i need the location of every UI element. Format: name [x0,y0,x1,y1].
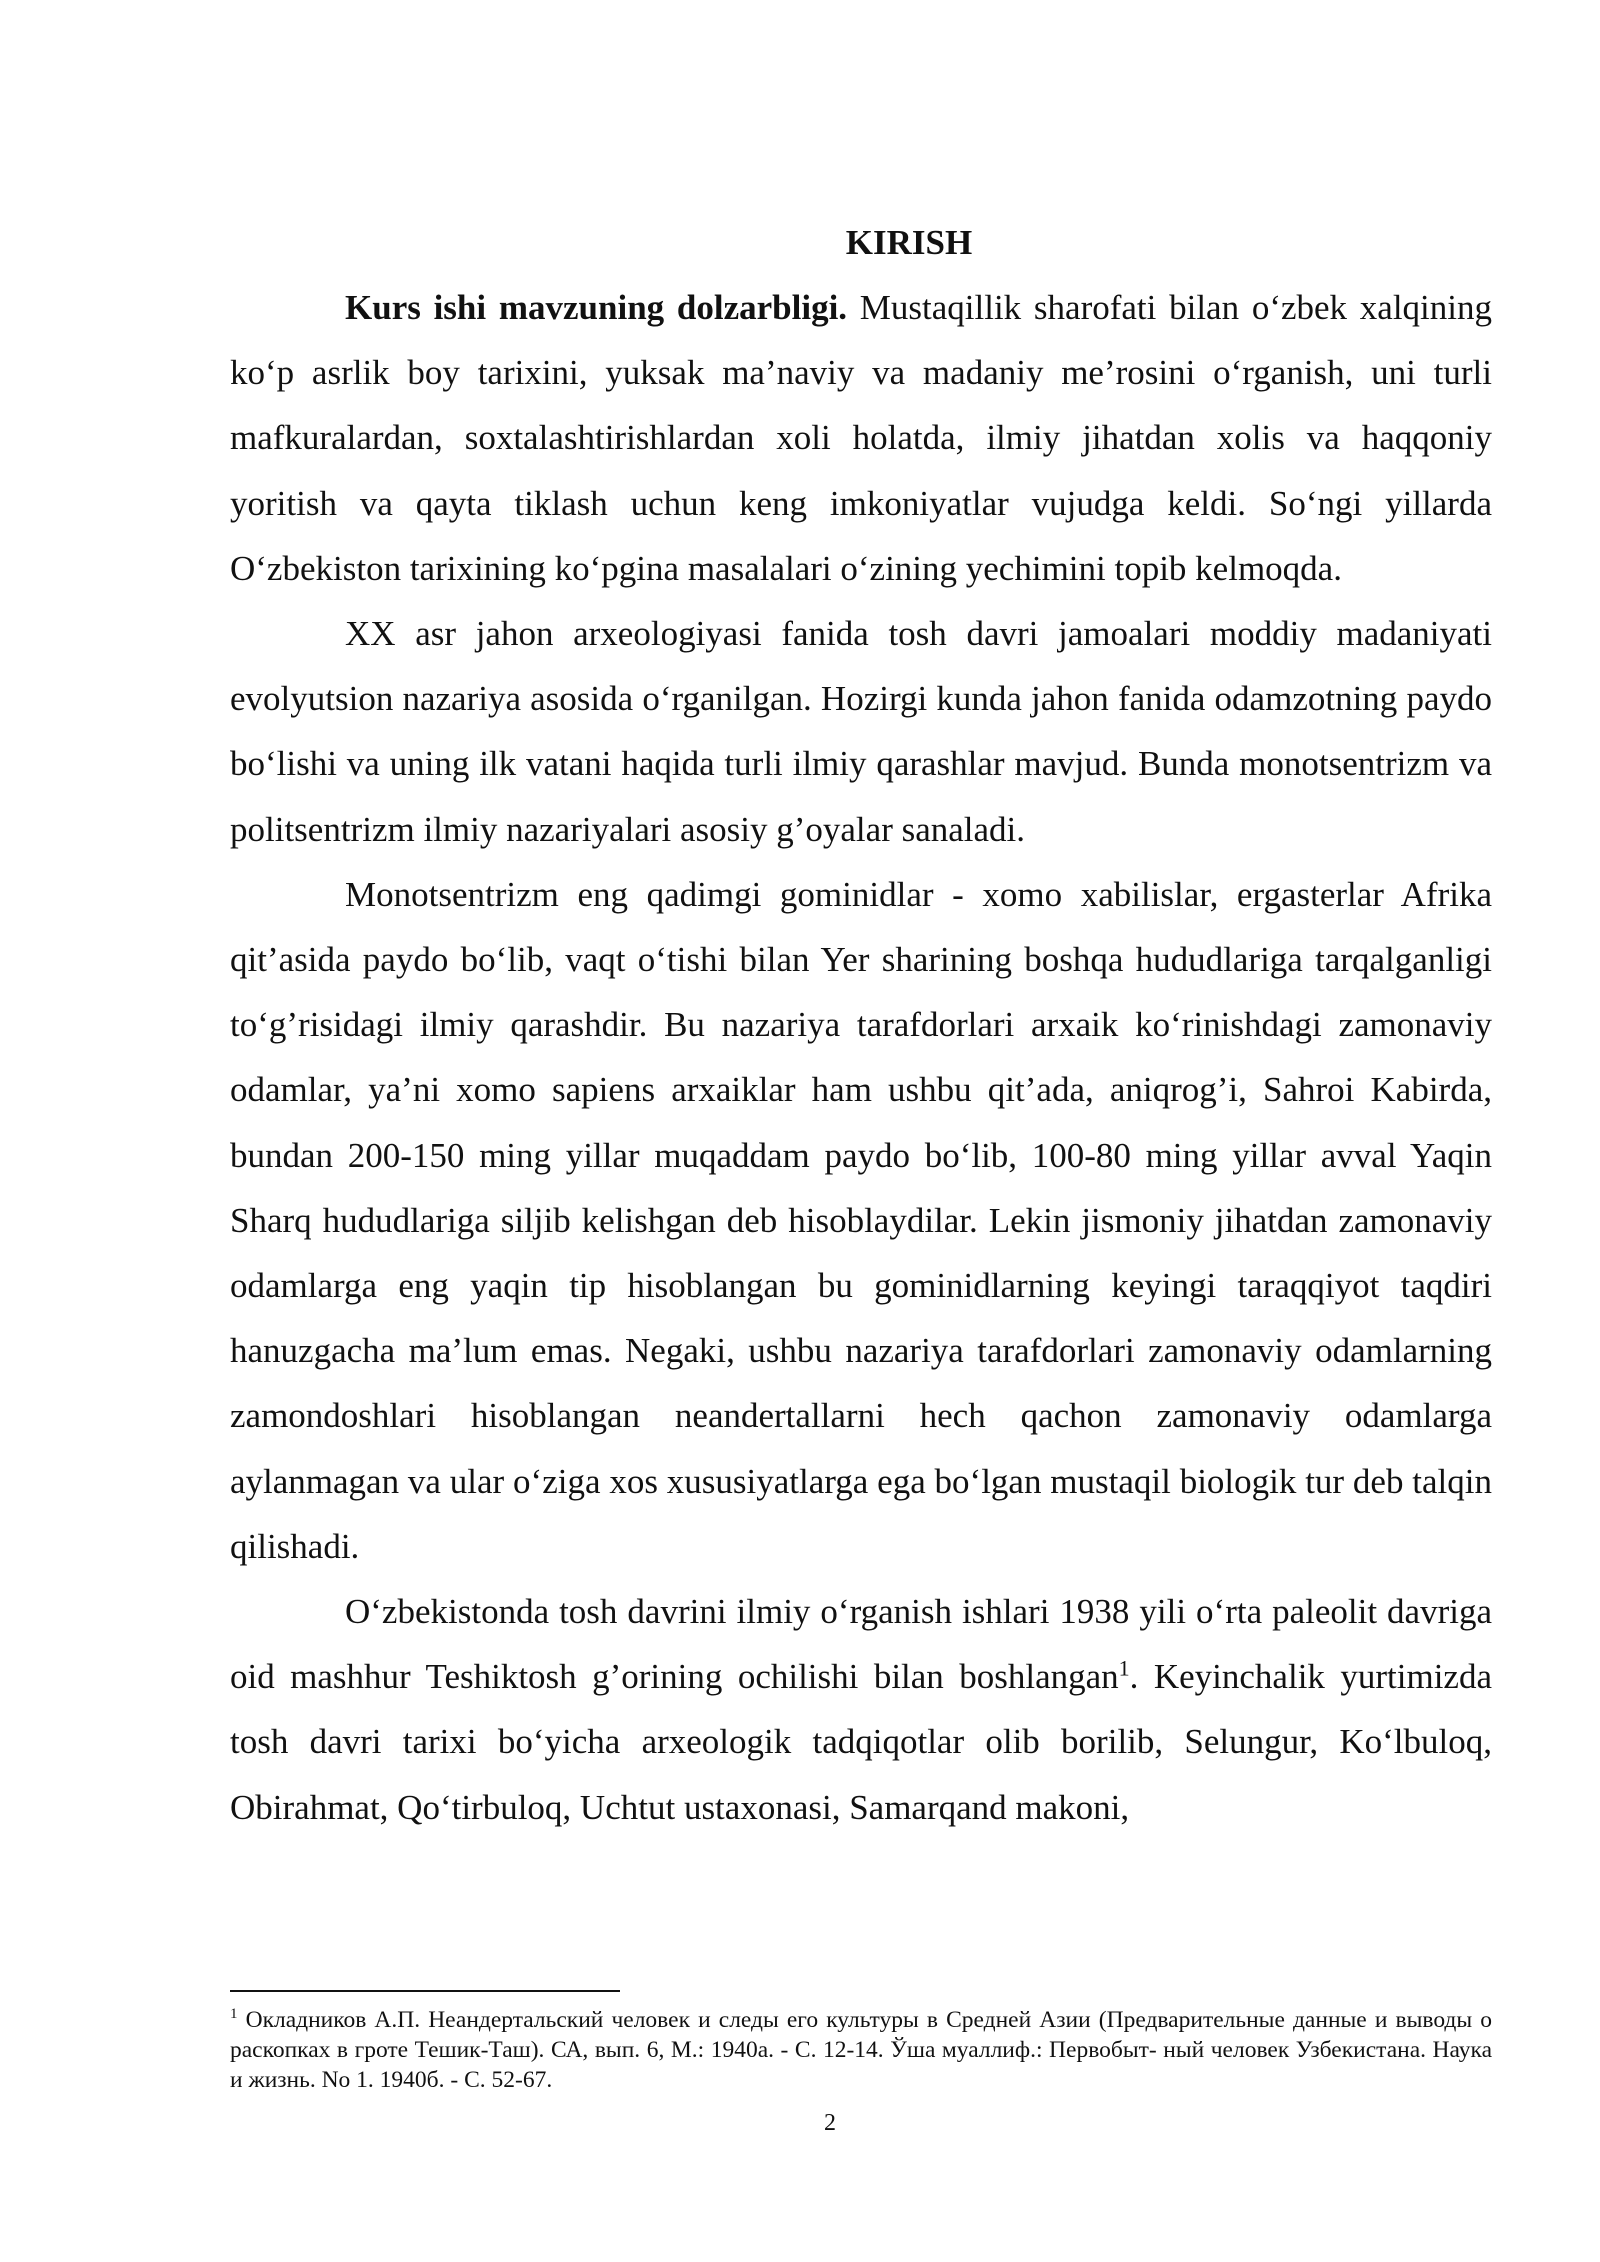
paragraph-lead: Kurs ishi mavzuning dolzarbligi. [345,288,848,327]
paragraph-uzbekistan [230,1579,1492,1840]
body-text [230,210,1492,1840]
paragraph-text: Mustaqillik sharofati bilan o‘zbek xalqining ko‘p asrlik boy tarixini, yuksak ma’naviy va madaniy me’rosini o‘rganish, uni turli mafkuralardan, soxtalashtirishlardan xoli holatda, ilmiy jihatdan xolis va haqqoniy yoritish va qayta tiklash uchun keng imkoniyatlar vujudga keldi. So‘ngi yillarda O‘zbekiston tarixining ko‘pgina masalalari o‘zining yechimini topib kelmoqda. [230,288,1492,588]
paragraph-text: O‘zbekistonda tosh davrini ilmiy o‘rganish ishlari 1938 yili o‘rta paleolit davriga oid mashhur Teshiktosh g’orining ochilishi bilan boshlangan [230,1592,1492,1697]
paragraph-text: Monotsentrizm eng qadimgi gominidlar - xomo xabilislar, ergasterlar Afrika qit’asida paydo bo‘lib, vaqt o‘tishi bilan Yer sharining boshqa hududlariga tarqalganligi to‘g’risidagi ilmiy qarashdir. Bu nazariya tarafdorlari arxaik ko‘rinishdagi zamonaviy odamlar, ya’ni xomo sapiens arxaiklar ham ushbu qit’ada, aniqrog’i, Sahroi Kabirda, bundan 200-150 ming yillar muqaddam paydo bo‘lib, 100-80 ming yillar avval Yaqin Sharq hududlariga siljib kelishgan deb hisoblaydilar. Lekin jismoniy jihatdan zamonaviy odamlarga eng yaqin tip hisoblangan bu gominidlarning keyingi taraqqiyot taqdiri hanuzgacha ma’lum emas. Negaki, ushbu nazariya tarafdorlari zamonaviy odamlarning zamondoshlari hisoblangan neandertallarni hech qachon zamonaviy odamlarga aylanmagan va ular o‘ziga xos xususiyatlarga ega bo‘lgan mustaqil biologik tur deb talqin qilishadi. [230,874,1492,1566]
footnote-divider [230,1990,620,1992]
paragraph-relevance [230,275,1492,601]
footnote-marker: 1 [230,2006,238,2023]
paragraph-archaeology [230,601,1492,862]
footnote-text: Окладников А.П. Неандертальский человек и следы его культуры в Средней Азии (Предварительные данные и выводы о раскопках в гроте Тешик-Таш). СА, вып. 6, М.: 1940а. - С. 12-14. Ўша муаллиф.: Первобыт- ный человек Узбекистана. Наука и жизнь. No 1. 1940б. - С. 52-67. [230,2007,1492,2093]
footnote [230,2005,1492,2095]
paragraph-text: XX asr jahon arxeologiyasi fanida tosh davri jamoalari moddiy madaniyati evolyutsion nazariya asosida o‘rganilgan. Hozirgi kunda jahon fanida odamzotning paydo bo‘lishi va uning ilk vatani haqida turli ilmiy qarashlar mavjud. Bunda monotsentrizm va politsentrizm ilmiy nazariyalari asosiy g’oyalar sanaladi. [230,614,1492,849]
page-number: 2 [824,2110,836,2136]
footnote-reference[interactable]: 1 [1118,1655,1130,1681]
paragraph-monocentrism [230,862,1492,1579]
page-title: KIRISH [845,223,973,262]
paragraph-text: . Keyinchalik yurtimizda tosh davri tarixi bo‘yicha arxeologik tadqiqotlar olib borilib, Selungur, Ko‘lbuloq, Obirahmat, Qo‘tirbuloq, Uchtut ustaxonasi, Samarqand makoni, [230,1657,1492,1827]
